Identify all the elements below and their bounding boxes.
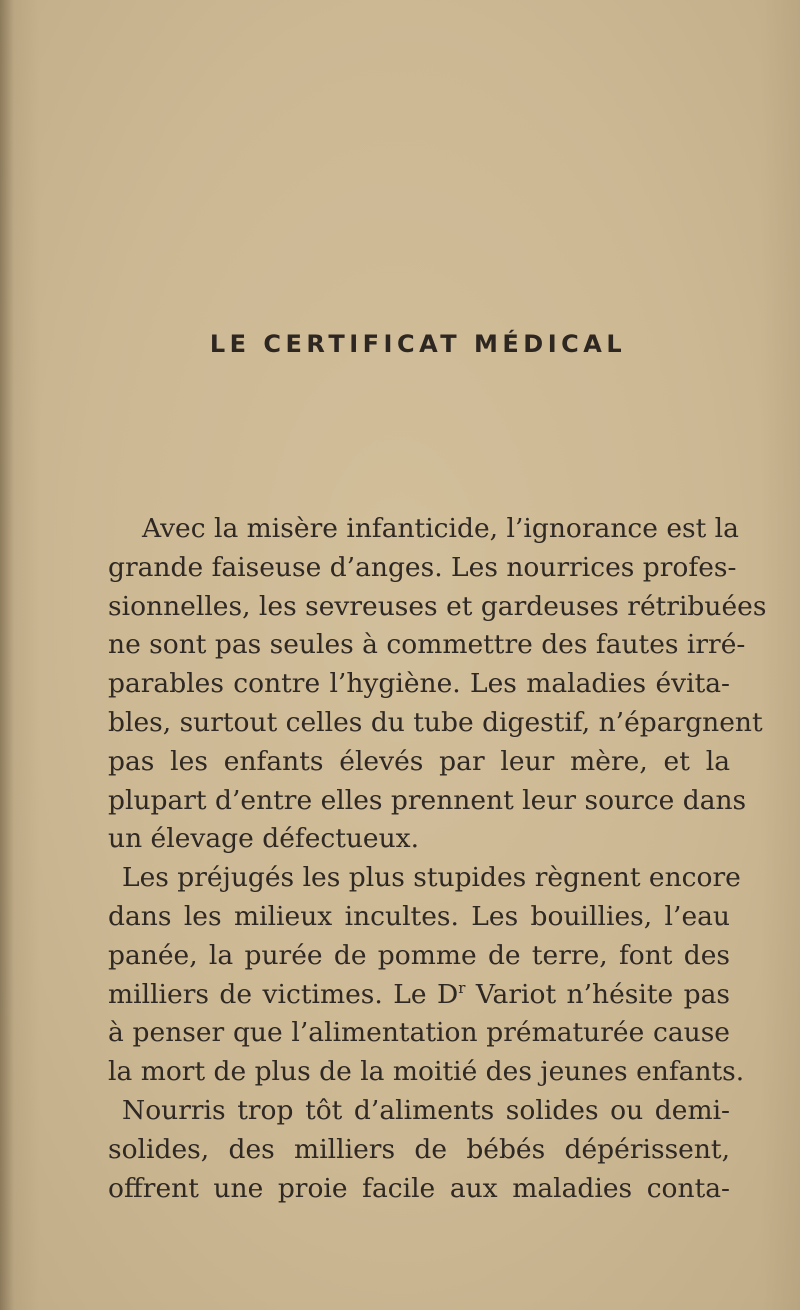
text-line: offrent une proie facile aux maladies conta- bbox=[108, 1172, 730, 1204]
text-line: ne sont pas seules à commettre des fautes irré- bbox=[108, 629, 746, 661]
page-binding-shadow bbox=[0, 0, 14, 1310]
text-line: parables contre l’hygiène. Les maladies évita- bbox=[108, 668, 730, 700]
text-line: dans les milieux incultes. Les bouillies, l’eau bbox=[108, 900, 730, 932]
text-line: Nourris trop tôt d’aliments solides ou demi- bbox=[122, 1094, 730, 1126]
chapter-title: LE CERTIFICAT MÉDICAL bbox=[209, 330, 627, 358]
text-line: plupart d’entre elles prennent leur source dans bbox=[108, 784, 747, 816]
text-line-doctor bbox=[108, 976, 730, 1015]
text-line: Les préjugés les plus stupides règnent encore bbox=[122, 862, 741, 894]
text-line: grande faiseuse d’anges. Les nourrices profes- bbox=[108, 551, 737, 583]
superscript: r bbox=[458, 978, 466, 997]
text-line: sionnelles, les sevreuses et gardeuses rétribuées bbox=[108, 590, 767, 622]
text-line: Avec la misère infanticide, l’ignorance est la bbox=[142, 513, 739, 544]
text-line: solides, des milliers de bébés dépérissent, bbox=[108, 1133, 730, 1165]
text-segment: Variot n’hésite pas bbox=[465, 978, 731, 1010]
text-line: à penser que l’alimentation prématurée cause bbox=[108, 1017, 730, 1049]
text-line: la mort de plus de la moitié des jeunes enfants. bbox=[108, 1056, 745, 1088]
body-text bbox=[108, 510, 767, 1208]
text-line: pas les enfants élevés par leur mère, et la bbox=[108, 745, 730, 777]
text-line: panée, la purée de pomme de terre, font des bbox=[108, 939, 730, 971]
text-line: bles, surtout celles du tube digestif, n’épargnent bbox=[108, 706, 763, 738]
text-line: un élevage défectueux. bbox=[108, 823, 420, 855]
text-segment: milliers de victimes. Le D bbox=[108, 978, 459, 1010]
